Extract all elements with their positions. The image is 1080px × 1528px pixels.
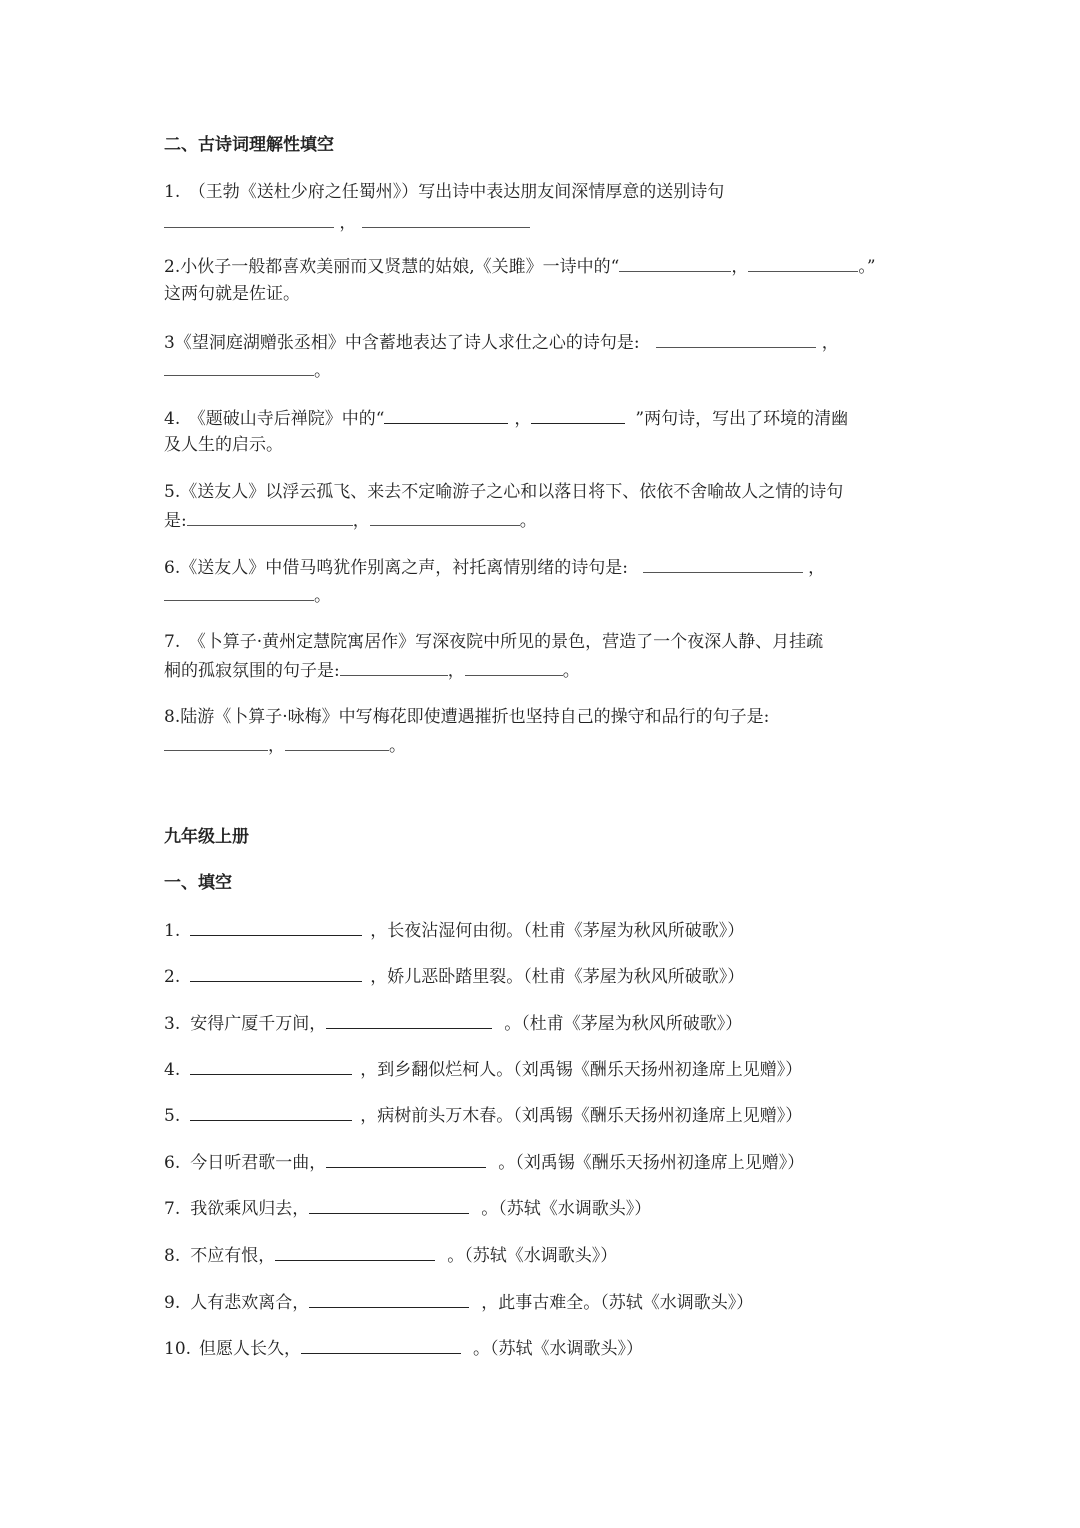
section-heading: 二、古诗词理解性填空 — [164, 135, 334, 155]
answer-blank[interactable] — [531, 408, 625, 424]
section-heading: 一、填空 — [164, 873, 232, 893]
answer-blank[interactable] — [285, 735, 389, 751]
fill-item-10 — [164, 1338, 924, 1359]
question-7-line-2 — [164, 660, 924, 681]
item-prefix: 但愿人长久， — [199, 1339, 302, 1359]
question-4-text-tail: ”两句诗，写出了环境的清幽 — [635, 409, 849, 429]
question-7-line-1 — [164, 632, 924, 652]
item-suffix: ，此事古难全。（苏轼《水调歌头》） — [481, 1293, 754, 1313]
item-suffix: ，娇儿恶卧踏里裂。（杜甫《茅屋为秋风所破歌》） — [370, 967, 745, 987]
answer-blank[interactable] — [301, 1338, 461, 1354]
question-4-text: 4. 《题破山寺后禅院》中的“ — [164, 409, 385, 429]
question-3-text: 3《望洞庭湖赠张丞相》中含蓄地表达了诗人求仕之心的诗句是: — [164, 333, 640, 353]
fill-item-1 — [164, 920, 924, 941]
question-4-text-cont: 及人生的启示。 — [164, 435, 283, 455]
end-punct: 。” — [858, 257, 876, 277]
item-suffix: 。（杜甫《茅屋为秋风所破歌》） — [504, 1014, 743, 1034]
answer-blank[interactable] — [190, 920, 362, 936]
item-number: 3. — [164, 1014, 181, 1034]
separator: ， — [339, 213, 357, 233]
question-3-line-1 — [164, 332, 924, 353]
item-number: 1. — [164, 921, 181, 941]
question-4-line-1 — [164, 408, 924, 429]
answer-blank[interactable] — [309, 1292, 469, 1308]
question-2-text: 2.小伙子一般都喜欢美丽而又贤慧的姑娘,《关雎》一诗中的“ — [164, 257, 620, 277]
question-4-line-2 — [164, 435, 924, 455]
item-number: 5. — [164, 1106, 181, 1126]
item-prefix: 今日听君歌一曲， — [190, 1153, 327, 1173]
item-number: 4. — [164, 1060, 181, 1080]
item-number: 7. — [164, 1199, 181, 1219]
fill-item-2 — [164, 966, 924, 987]
item-number: 6. — [164, 1153, 181, 1173]
answer-blank[interactable] — [326, 1152, 486, 1168]
item-number: 8. — [164, 1246, 181, 1266]
question-3-line-2 — [164, 360, 924, 381]
answer-blank[interactable] — [164, 735, 268, 751]
fill-item-5 — [164, 1105, 924, 1126]
answer-blank[interactable] — [656, 332, 816, 348]
answer-blank[interactable] — [190, 1059, 352, 1075]
item-suffix: 。（刘禹锡《酬乐天扬州初逢席上见赠》） — [498, 1153, 805, 1173]
question-2-text-cont: 这两句就是佐证。 — [164, 284, 300, 304]
question-8-text: 8.陆游《卜算子·咏梅》中写梅花即使遭遇摧折也坚持自己的操守和品行的句子是: — [164, 707, 770, 727]
item-number: 10. — [164, 1339, 192, 1359]
item-prefix: 人有悲欢离合， — [190, 1293, 310, 1313]
question-5-text-cont: 是: — [164, 511, 187, 531]
answer-blank[interactable] — [748, 256, 858, 272]
question-5-line-1 — [164, 482, 924, 502]
question-7-text-cont: 桐的孤寂氛围的句子是: — [164, 661, 340, 681]
question-1-line-2 — [164, 212, 924, 233]
answer-blank[interactable] — [362, 212, 530, 228]
item-suffix: ，到乡翻似烂柯人。（刘禹锡《酬乐天扬州初逢席上见赠》） — [360, 1060, 803, 1080]
end-punct: 。 — [389, 736, 406, 756]
fill-item-9 — [164, 1292, 924, 1313]
item-number: 2. — [164, 967, 181, 987]
question-7-text: 7. 《卜算子·黄州定慧院寓居作》写深夜院中所见的景色，营造了一个夜深人静、月挂疏 — [164, 632, 824, 652]
separator: ， — [268, 736, 285, 756]
answer-blank[interactable] — [190, 966, 362, 982]
fill-item-3 — [164, 1013, 924, 1034]
item-suffix: ，病树前头万木春。（刘禹锡《酬乐天扬州初逢席上见赠》） — [360, 1106, 803, 1126]
answer-blank[interactable] — [619, 256, 731, 272]
item-number: 9. — [164, 1293, 181, 1313]
answer-blank[interactable] — [190, 1105, 352, 1121]
answer-blank[interactable] — [326, 1013, 492, 1029]
fill-item-4 — [164, 1059, 924, 1080]
item-suffix: 。（苏轼《水调歌头》） — [481, 1199, 652, 1219]
answer-blank[interactable] — [384, 408, 508, 424]
answer-blank[interactable] — [309, 1198, 469, 1214]
end-punct: 。 — [314, 586, 331, 606]
separator: ， — [447, 661, 465, 681]
item-prefix: 安得广厦千万间， — [190, 1014, 327, 1034]
question-6-line-1 — [164, 557, 924, 578]
grade-title: 九年级上册 — [164, 827, 249, 847]
answer-blank[interactable] — [275, 1245, 435, 1261]
question-1-line-1 — [164, 182, 924, 202]
fill-item-6 — [164, 1152, 924, 1173]
answer-blank[interactable] — [164, 585, 314, 601]
separator: ， — [808, 558, 826, 578]
question-5-line-2 — [164, 510, 924, 531]
question-8-line-1 — [164, 707, 924, 727]
item-suffix: 。（苏轼《水调歌头》） — [447, 1246, 618, 1266]
question-5-text: 5.《送友人》以浮云孤飞、来去不定喻游子之心和以落日将下、依依不舍喻故人之情的诗句 — [164, 482, 844, 502]
item-suffix: ，长夜沾湿何由彻。（杜甫《茅屋为秋风所破歌》） — [370, 921, 745, 941]
question-6-line-2 — [164, 585, 924, 606]
item-prefix: 不应有恨， — [190, 1246, 276, 1266]
separator: ， — [352, 511, 370, 531]
question-2-line-2 — [164, 284, 924, 304]
answer-blank[interactable] — [465, 660, 563, 676]
question-8-line-2 — [164, 735, 924, 756]
separator: ， — [731, 257, 749, 277]
item-prefix: 我欲乘风归去， — [190, 1199, 310, 1219]
separator: ， — [821, 333, 839, 353]
answer-blank[interactable] — [164, 212, 334, 228]
item-suffix: 。（苏轼《水调歌头》） — [473, 1339, 644, 1359]
end-punct: 。 — [519, 511, 537, 531]
fill-item-8 — [164, 1245, 924, 1266]
fill-item-7 — [164, 1198, 924, 1219]
answer-blank[interactable] — [340, 660, 448, 676]
question-6-text: 6.《送友人》中借马鸣犹作别离之声，衬托离情别绪的诗句是: — [164, 558, 628, 578]
answer-blank[interactable] — [370, 510, 520, 526]
answer-blank[interactable] — [187, 510, 353, 526]
separator: ， — [514, 409, 532, 429]
question-1-text: 1. （王勃《送杜少府之任蜀州》）写出诗中表达朋友间深情厚意的送别诗句 — [164, 182, 725, 202]
answer-blank[interactable] — [164, 360, 314, 376]
end-punct: 。 — [562, 661, 580, 681]
end-punct: 。 — [314, 361, 331, 381]
question-2-line-1 — [164, 256, 924, 277]
answer-blank[interactable] — [643, 557, 803, 573]
